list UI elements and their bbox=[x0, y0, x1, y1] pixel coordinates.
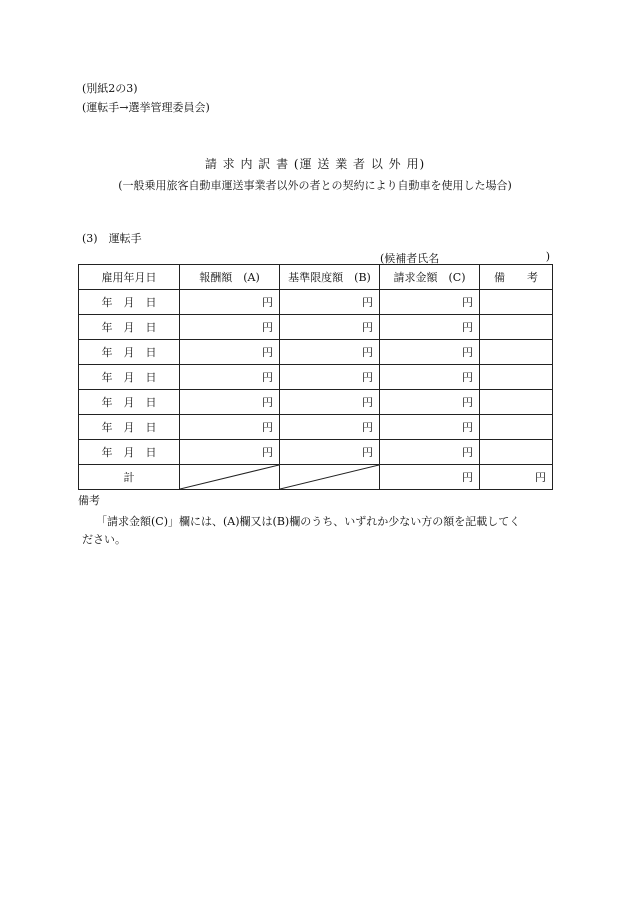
cell-limit[interactable]: 円 bbox=[280, 290, 380, 315]
cell-limit[interactable]: 円 bbox=[280, 315, 380, 340]
cell-remarks[interactable] bbox=[480, 440, 553, 465]
cell-claim[interactable]: 円 bbox=[380, 415, 480, 440]
cell-date[interactable]: 年 月 日 bbox=[79, 415, 180, 440]
cell-date[interactable]: 年 月 日 bbox=[79, 440, 180, 465]
diagonal-strike bbox=[280, 465, 379, 489]
header-claim-amount: 請求金額 (C) bbox=[380, 265, 480, 290]
cell-limit[interactable]: 円 bbox=[280, 415, 380, 440]
table-row bbox=[79, 365, 553, 390]
total-label: 計 bbox=[79, 465, 180, 490]
header-employment-date: 雇用年月日 bbox=[79, 265, 180, 290]
candidate-name-label: (候補者氏名 bbox=[380, 252, 440, 265]
cell-claim[interactable]: 円 bbox=[380, 340, 480, 365]
cell-remuneration[interactable]: 円 bbox=[180, 340, 280, 365]
cell-remarks[interactable] bbox=[480, 365, 553, 390]
document-subtitle: (一般乗用旅客自動車運送事業者以外の者との契約により自動車を使用した場合) bbox=[118, 179, 512, 192]
section-heading: (3) 運転手 bbox=[82, 232, 142, 245]
cell-limit[interactable]: 円 bbox=[280, 365, 380, 390]
table-row bbox=[79, 340, 553, 365]
cell-remuneration[interactable]: 円 bbox=[180, 290, 280, 315]
candidate-name-close: ) bbox=[545, 250, 550, 263]
cell-remuneration[interactable]: 円 bbox=[180, 415, 280, 440]
attachment-number: (別紙2の3) bbox=[82, 82, 138, 95]
total-remuneration-crossed bbox=[180, 465, 280, 490]
table-total-row bbox=[79, 465, 553, 490]
table-row bbox=[79, 390, 553, 415]
cell-limit[interactable]: 円 bbox=[280, 390, 380, 415]
note-line-2: ださい。 bbox=[82, 533, 126, 546]
cell-claim[interactable]: 円 bbox=[380, 290, 480, 315]
cell-remarks[interactable] bbox=[480, 415, 553, 440]
cell-remuneration[interactable]: 円 bbox=[180, 390, 280, 415]
table-row bbox=[79, 415, 553, 440]
cell-date[interactable]: 年 月 日 bbox=[79, 365, 180, 390]
table-header-row bbox=[79, 265, 553, 290]
cell-date[interactable]: 年 月 日 bbox=[79, 290, 180, 315]
cell-date[interactable]: 年 月 日 bbox=[79, 340, 180, 365]
diagonal-strike bbox=[180, 465, 279, 489]
cell-remarks[interactable] bbox=[480, 315, 553, 340]
total-remarks[interactable]: 円 bbox=[480, 465, 553, 490]
cell-limit[interactable]: 円 bbox=[280, 440, 380, 465]
table-row bbox=[79, 315, 553, 340]
cell-claim[interactable]: 円 bbox=[380, 440, 480, 465]
breakdown-table bbox=[78, 264, 553, 490]
cell-remarks[interactable] bbox=[480, 390, 553, 415]
total-limit-crossed bbox=[280, 465, 380, 490]
cell-remarks[interactable] bbox=[480, 340, 553, 365]
document-title: 請 求 内 訳 書 (運 送 業 者 以 外 用) bbox=[204, 157, 426, 171]
cell-claim[interactable]: 円 bbox=[380, 390, 480, 415]
submission-route: (運転手→選挙管理委員会) bbox=[82, 101, 210, 114]
cell-remuneration[interactable]: 円 bbox=[180, 440, 280, 465]
cell-date[interactable]: 年 月 日 bbox=[79, 315, 180, 340]
header-remarks: 備 考 bbox=[480, 265, 553, 290]
cell-remarks[interactable] bbox=[480, 290, 553, 315]
header-standard-limit: 基準限度額 (B) bbox=[280, 265, 380, 290]
header-remuneration: 報酬額 (A) bbox=[180, 265, 280, 290]
table-row bbox=[79, 290, 553, 315]
cell-date[interactable]: 年 月 日 bbox=[79, 390, 180, 415]
notes-heading: 備考 bbox=[78, 494, 100, 507]
cell-limit[interactable]: 円 bbox=[280, 340, 380, 365]
note-line-1: 「請求金額(C)」欄には、(A)欄又は(B)欄のうち、いずれか少ない方の額を記載してく bbox=[96, 515, 521, 528]
total-claim[interactable]: 円 bbox=[380, 465, 480, 490]
cell-remuneration[interactable]: 円 bbox=[180, 365, 280, 390]
cell-claim[interactable]: 円 bbox=[380, 365, 480, 390]
table-row bbox=[79, 440, 553, 465]
cell-claim[interactable]: 円 bbox=[380, 315, 480, 340]
cell-remuneration[interactable]: 円 bbox=[180, 315, 280, 340]
